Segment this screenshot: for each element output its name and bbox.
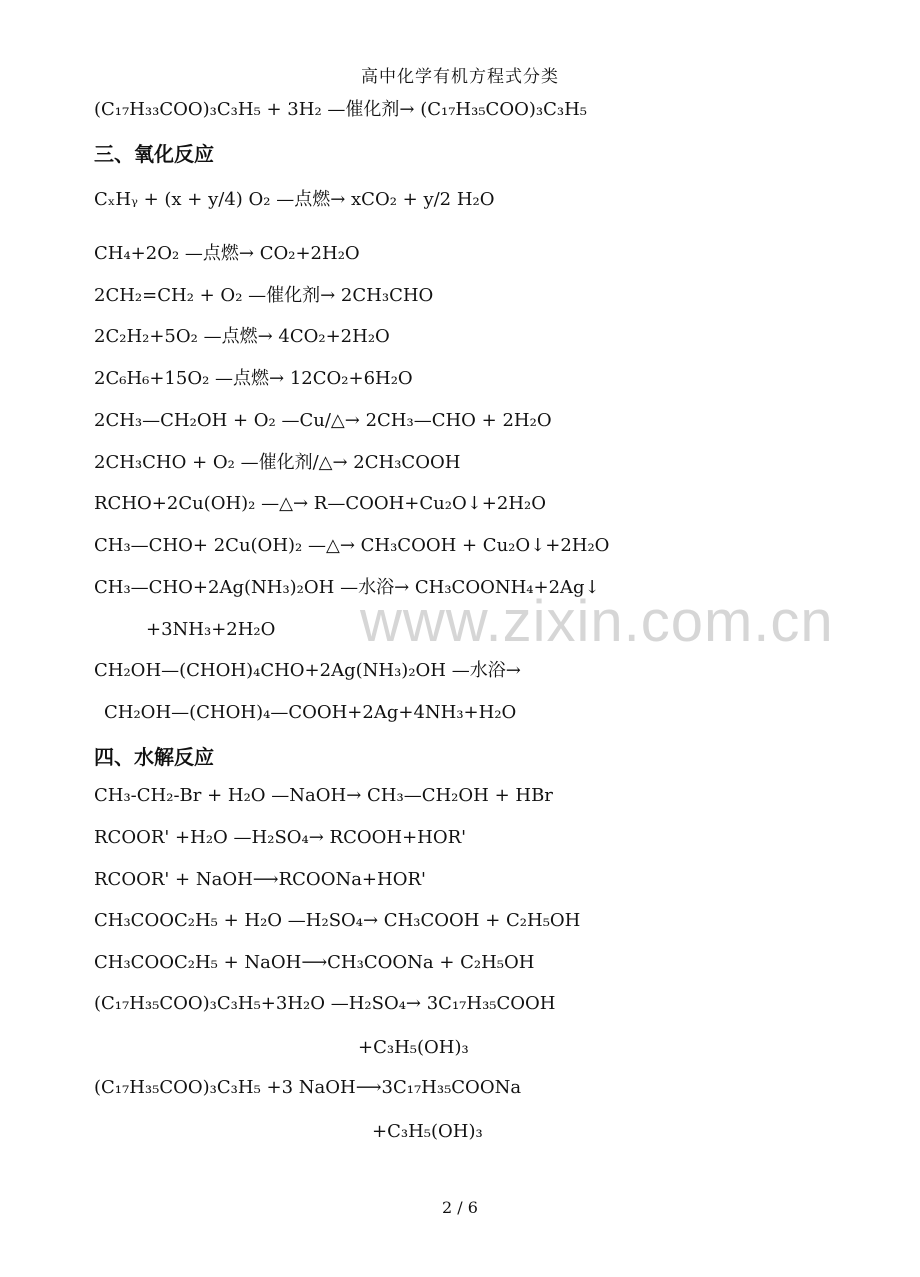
equation-silver-mirror-continued: +3NH₃+2H₂O <box>146 619 276 640</box>
equation-ethyl-acetate-acid-hydrolysis: CH₃COOC₂H₅ + H₂O —H₂SO₄→ CH₃COOH + C₂H₅OH <box>94 910 581 931</box>
equation-fat-acid-hydrolysis: (C₁₇H₃₅COO)₃C₃H₅+3H₂O —H₂SO₄→ 3C₁₇H₃₅COOH <box>94 993 556 1014</box>
equation-ethyl-acetate-base-hydrolysis: CH₃COOC₂H₅ + NaOH⟶CH₃COONa + C₂H₅OH <box>94 952 535 973</box>
equation-hydrocarbon-combustion: CₓHᵧ + (x + y/4) O₂ —点燃→ xCO₂ + y/2 H₂O <box>94 189 495 210</box>
equation-bromoethane-hydrolysis: CH₃-CH₂-Br + H₂O —NaOH→ CH₃—CH₂OH + HBr <box>94 785 553 806</box>
equation-fat-acid-hydrolysis-continued: +C₃H₅(OH)₃ <box>358 1037 469 1058</box>
equation-silver-mirror: CH₃—CHO+2Ag(NH₃)₂OH —水浴→ CH₃COONH₄+2Ag↓ <box>94 577 600 598</box>
equation-methane-combustion: CH₄+2O₂ —点燃→ CO₂+2H₂O <box>94 243 360 264</box>
equation-glucose-silver-mirror: CH₂OH—(CHOH)₄CHO+2Ag(NH₃)₂OH —水浴→ <box>94 660 521 681</box>
equation-ester-base-hydrolysis: RCOOR' + NaOH⟶RCOONa+HOR' <box>94 869 426 890</box>
equation-ethylene-oxidation: 2CH₂=CH₂ + O₂ —催化剂→ 2CH₃CHO <box>94 285 434 306</box>
equation-saponification-continued: +C₃H₅(OH)₃ <box>372 1121 483 1142</box>
watermark: www.zixin.com.cn <box>360 589 834 654</box>
equation-rcho-copper-hydroxide: RCHO+2Cu(OH)₂ —△→ R—COOH+Cu₂O↓+2H₂O <box>94 493 547 514</box>
equation-benzene-combustion: 2C₆H₆+15O₂ —点燃→ 12CO₂+6H₂O <box>94 368 413 389</box>
section-heading-oxidation: 三、氧化反应 <box>94 142 214 166</box>
section-heading-hydrolysis: 四、水解反应 <box>94 745 214 769</box>
equation-acetylene-combustion: 2C₂H₂+5O₂ —点燃→ 4CO₂+2H₂O <box>94 326 390 347</box>
page-number: 2 / 6 <box>442 1198 478 1217</box>
equation-ester-acid-hydrolysis: RCOOR' +H₂O —H₂SO₄→ RCOOH+HOR' <box>94 827 467 848</box>
equation-saponification: (C₁₇H₃₅COO)₃C₃H₅ +3 NaOH⟶3C₁₇H₃₅COONa <box>94 1077 522 1098</box>
equation-ethanol-oxidation: 2CH₃—CH₂OH + O₂ —Cu/△→ 2CH₃—CHO + 2H₂O <box>94 410 552 431</box>
equation-hydrogenation: (C₁₇H₃₃COO)₃C₃H₅ + 3H₂ —催化剂→ (C₁₇H₃₅COO)₃C₃H₅ <box>94 99 587 120</box>
equation-acetaldehyde-copper-hydroxide: CH₃—CHO+ 2Cu(OH)₂ —△→ CH₃COOH + Cu₂O↓+2H₂O <box>94 535 610 556</box>
page-header: 高中化学有机方程式分类 <box>361 67 559 87</box>
equation-glucose-silver-mirror-continued: CH₂OH—(CHOH)₄—COOH+2Ag+4NH₃+H₂O <box>104 702 517 723</box>
equation-acetaldehyde-oxidation: 2CH₃CHO + O₂ —催化剂/△→ 2CH₃COOH <box>94 452 461 473</box>
